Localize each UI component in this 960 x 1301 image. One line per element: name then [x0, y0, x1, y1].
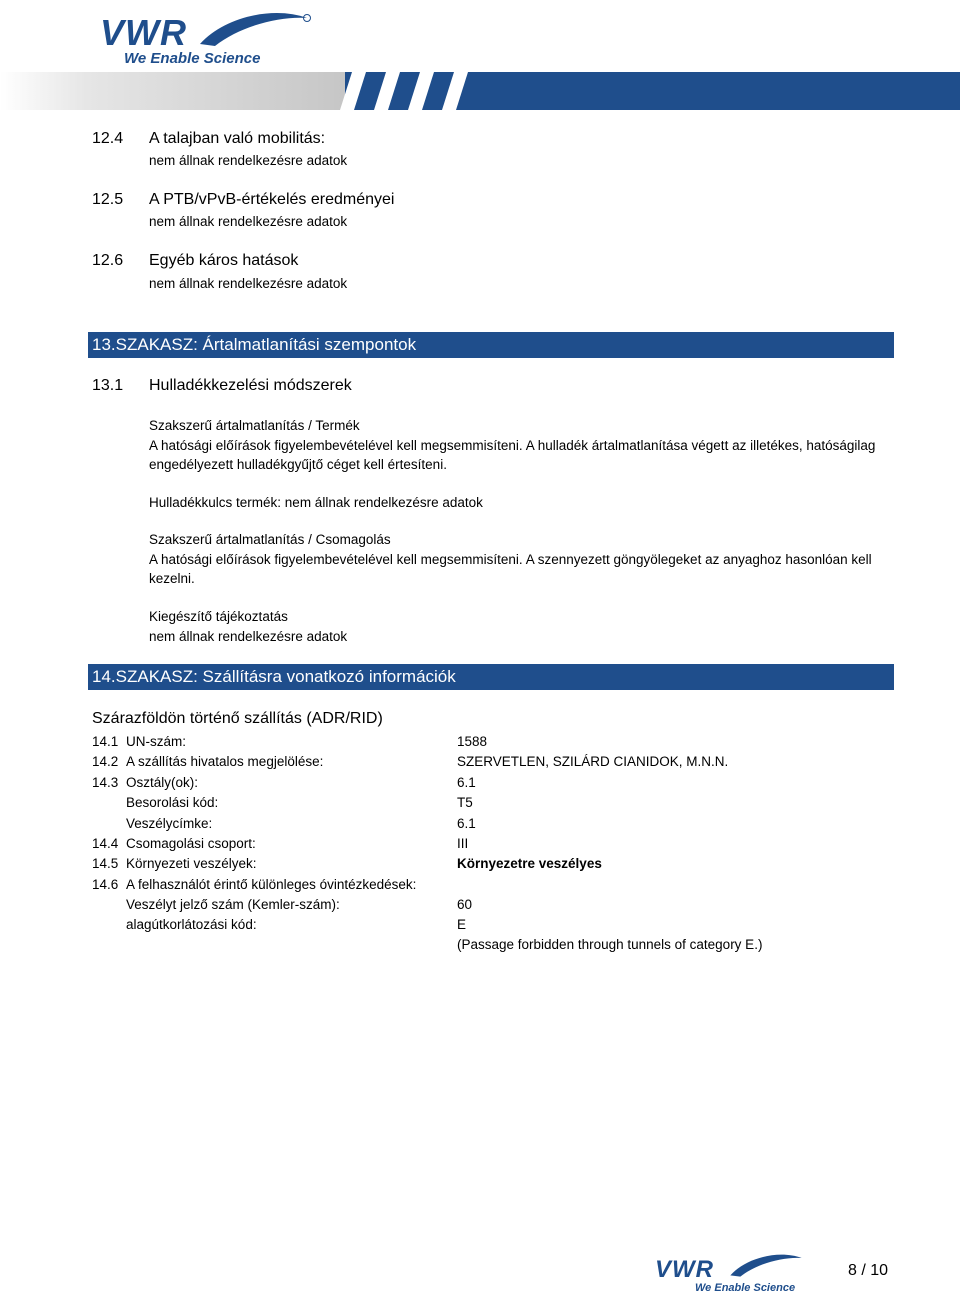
header-band-gray	[0, 72, 345, 110]
transport-row-value: E	[457, 917, 467, 932]
transport-row-value: 6.1	[457, 816, 476, 831]
section-12-6-title: Egyéb káros hatások	[149, 252, 299, 269]
section-14-heading-bar: 14.SZAKASZ: Szállításra vonatkozó információk	[88, 664, 894, 690]
transport-row-number: 14.4	[92, 836, 119, 851]
page-number: 8 / 10	[848, 1262, 889, 1279]
transport-row-number: 14.2	[92, 754, 119, 769]
header-logo-text: VWR	[100, 12, 187, 53]
section-12-5-heading	[92, 191, 394, 209]
transport-row-label: Csomagolási csoport:	[126, 836, 256, 851]
section-12-4-heading	[92, 130, 325, 148]
transport-row-value: 6.1	[457, 775, 476, 790]
section-12-4-title: A talajban való mobilitás	[149, 130, 321, 147]
product-disposal-heading: Szakszerű ártalmatlanítás / Termék	[149, 418, 360, 433]
footer-logo-text: VWR	[655, 1256, 714, 1283]
footer-logo-tagline: We Enable Science	[695, 1282, 796, 1294]
product-disposal-line-2: engedélyezett hulladékgyűjtő céget kell értesíteni.	[149, 457, 447, 472]
vwr-swoosh-icon	[195, 10, 315, 50]
section-13-1-number: 13.1	[92, 377, 124, 394]
section-12-4-title-suffix: :	[320, 130, 326, 147]
transport-row-label: A felhasználót érintő különleges óvintézkedések:	[126, 877, 417, 892]
transport-row-label: Veszélyt jelző szám (Kemler-szám):	[126, 897, 340, 912]
transport-row-value: 1588	[457, 734, 488, 749]
waste-key: Hulladékkulcs termék: nem állnak rendelkezésre adatok	[149, 495, 483, 510]
section-13-heading-bar: 13.SZAKASZ: Ártalmatlanítási szempontok	[88, 332, 894, 358]
transport-row-value: SZERVETLEN, SZILÁRD CIANIDOK, M.N.N.	[457, 754, 729, 769]
transport-row-label: Veszélycímke:	[126, 816, 213, 831]
header-logo	[100, 8, 320, 68]
section-12-5-number: 12.5	[92, 191, 124, 208]
header-band	[0, 72, 960, 110]
transport-row-number: 14.6	[92, 877, 119, 892]
header-logo-tagline: We Enable Science	[124, 50, 261, 67]
transport-row-label: alagútkorlátozási kód:	[126, 917, 257, 932]
transport-row-number: 14.1	[92, 734, 119, 749]
section-12-6-number: 12.6	[92, 252, 124, 269]
footer-vwr-swoosh-icon	[727, 1252, 807, 1280]
transport-row-label: Környezeti veszélyek:	[126, 856, 257, 871]
transport-row-number: 14.3	[92, 775, 119, 790]
extra-info-heading: Kiegészítő tájékoztatás	[149, 609, 288, 624]
packaging-disposal-line-2: kezelni.	[149, 571, 195, 586]
section-13-1-heading	[92, 377, 352, 395]
packaging-disposal-line-1: A hatósági előírások figyelembevételével kell megsemmisíteni. A szennyezett göngyölegeket az anyaghoz hasonlóan kell	[149, 552, 872, 567]
transport-row-label: Osztály(ok):	[126, 775, 199, 790]
transport-row-label: UN-szám:	[126, 734, 186, 749]
transport-row-label: A szállítás hivatalos megjelölése:	[126, 754, 324, 769]
transport-row-number: 14.5	[92, 856, 119, 871]
transport-row-label: Besorolási kód:	[126, 795, 219, 810]
extra-info-value: nem állnak rendelkezésre adatok	[149, 629, 348, 644]
footer-logo	[655, 1252, 815, 1296]
transport-row-value: T5	[457, 795, 473, 810]
packaging-disposal-heading: Szakszerű ártalmatlanítás / Csomagolás	[149, 532, 391, 547]
transport-row-value: 60	[457, 897, 473, 912]
header-chevron-decoration-icon	[340, 72, 480, 110]
section-12-5-value: nem állnak rendelkezésre adatok	[149, 214, 348, 229]
section-13-1-title: Hulladékkezelési módszerek	[149, 377, 352, 394]
land-transport-heading: Szárazföldön történő szállítás (ADR/RID)	[92, 710, 383, 727]
section-12-5-title: A PTB/vPvB-értékelés eredményei	[149, 191, 395, 208]
section-12-4-number: 12.4	[92, 130, 124, 147]
transport-row-value: (Passage forbidden through tunnels of category E.)	[457, 937, 763, 952]
transport-row-value: III	[457, 836, 469, 851]
transport-row-value: Környezetre veszélyes	[457, 856, 602, 871]
section-12-6-value: nem állnak rendelkezésre adatok	[149, 276, 348, 291]
product-disposal-line-1: A hatósági előírások figyelembevételével kell megsemmisíteni. A hulladék ártalmatlanítása végett az illetékes, hatóságilag	[149, 438, 876, 453]
section-12-6-heading	[92, 252, 298, 270]
section-12-4-value: nem állnak rendelkezésre adatok	[149, 153, 348, 168]
